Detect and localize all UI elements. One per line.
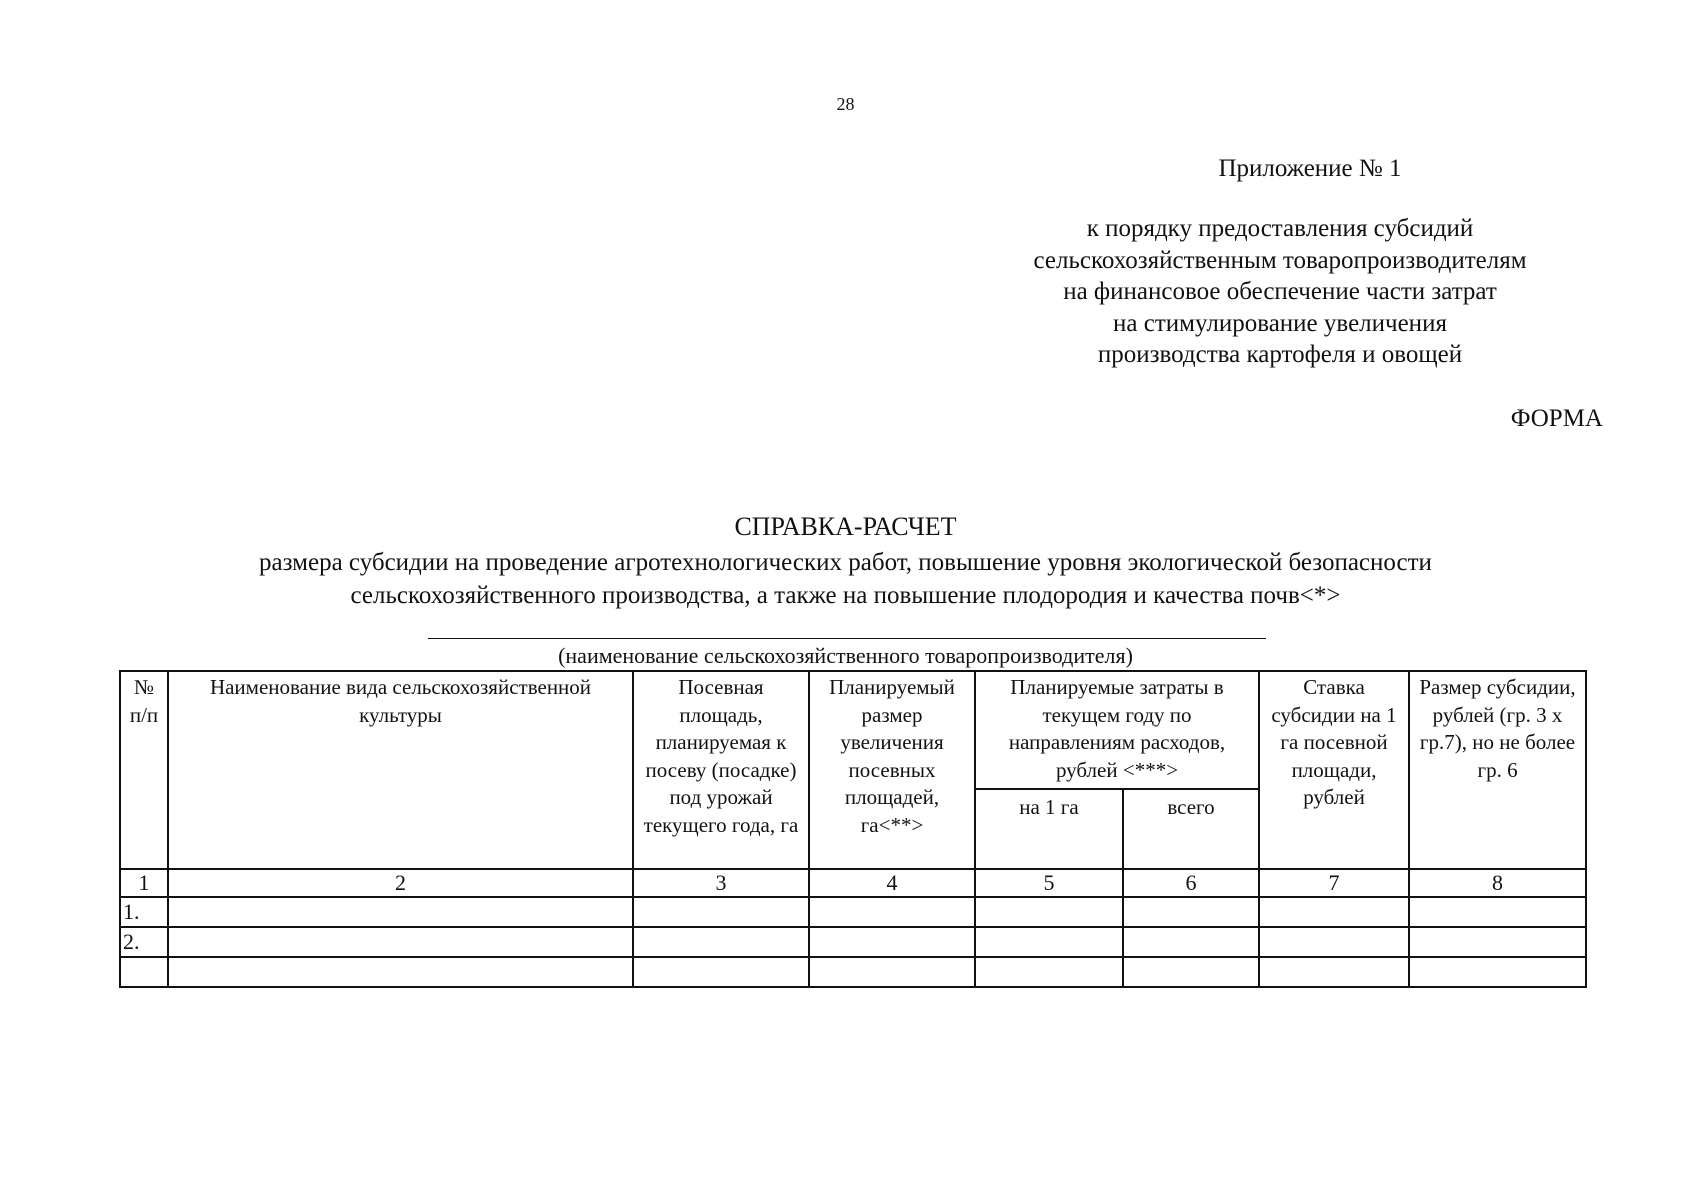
- row-number: 2.: [120, 927, 168, 957]
- page-number: 28: [836, 94, 855, 114]
- header-planned-costs: Планируемые затраты в текущем году по направлениям расходов, рублей <***>: [975, 671, 1259, 789]
- form-label: ФОРМА: [1510, 405, 1603, 432]
- header-area-increase: Планируемый размер увеличения посевных площадей, га<**>: [809, 671, 975, 869]
- appendix-line: на стимулирование увеличения: [1113, 309, 1447, 337]
- column-number: 5: [975, 869, 1123, 897]
- table-cell: [809, 897, 975, 927]
- header-num: № п/п: [120, 671, 168, 869]
- table-cell: [633, 957, 809, 987]
- table-cell: [168, 897, 633, 927]
- appendix-line: к порядку предоставления субсидий: [1086, 215, 1474, 242]
- table-cell: [1409, 897, 1586, 927]
- column-number: 6: [1123, 869, 1259, 897]
- appendix-line: производства картофеля и овощей: [1097, 341, 1463, 368]
- table-cell: [1123, 897, 1259, 927]
- table-cell: [975, 897, 1123, 927]
- appendix-line: сельскохозяйственным товаропроизводителям: [1033, 246, 1527, 274]
- table-cell: [975, 957, 1123, 987]
- column-number: 8: [1409, 869, 1586, 897]
- table-cell: [1409, 927, 1586, 957]
- column-number: 4: [809, 869, 975, 897]
- subsidy-calculation-table: [119, 670, 1587, 988]
- table-cell: [975, 927, 1123, 957]
- document-title: СПРАВКА-РАСЧЕТ: [734, 512, 957, 541]
- appendix-description: [980, 213, 1580, 371]
- table-cell: [1259, 927, 1409, 957]
- subtitle-line: сельскохозяйственного производства, а также на повышение плодородия и качества почв<*>: [350, 582, 1341, 609]
- header-subsidy-rate: Ставка субсидии на 1 га посевной площади, рублей: [1259, 671, 1409, 869]
- producer-name-caption: (наименование сельскохозяйственного товаропроизводителя): [558, 643, 1133, 668]
- table-row: [120, 927, 1586, 957]
- subtitle-line: размера субсидии на проведение агротехнологических работ, повышение уровня экологической безопасности: [259, 549, 1432, 576]
- row-number: [120, 957, 168, 987]
- table-header-row: [120, 671, 1586, 789]
- table-cell: [1123, 927, 1259, 957]
- table-cell: [168, 957, 633, 987]
- column-number-row: [120, 869, 1586, 897]
- row-number: 1.: [120, 897, 168, 927]
- table-cell: [1259, 897, 1409, 927]
- producer-name-field-line: [428, 638, 1266, 639]
- header-subsidy-amount: Размер субсидии, рублей (гр. 3 х гр.7), но не более гр. 6: [1409, 671, 1586, 869]
- table-cell: [1409, 957, 1586, 987]
- appendix-title: Приложение № 1: [1218, 155, 1402, 182]
- table-row: [120, 897, 1586, 927]
- appendix-line: на финансовое обеспечение части затрат: [1063, 278, 1497, 305]
- header-sown-area: Посевная площадь, планируемая к посеву (посадке) под урожай текущего года, га: [633, 671, 809, 869]
- table-cell: [1259, 957, 1409, 987]
- document-subtitle: [0, 546, 1691, 612]
- header-costs-per-ha: на 1 га: [975, 789, 1123, 869]
- column-number: 7: [1259, 869, 1409, 897]
- table-cell: [168, 927, 633, 957]
- column-number: 2: [168, 869, 633, 897]
- table-cell: [809, 957, 975, 987]
- column-number: 3: [633, 869, 809, 897]
- table-cell: [1123, 957, 1259, 987]
- table-cell: [809, 927, 975, 957]
- table-row: [120, 957, 1586, 987]
- column-number: 1: [120, 869, 168, 897]
- table-cell: [633, 927, 809, 957]
- table-cell: [633, 897, 809, 927]
- header-crop-name: Наименование вида сельскохозяйственной культуры: [168, 671, 633, 869]
- header-costs-total: всего: [1123, 789, 1259, 869]
